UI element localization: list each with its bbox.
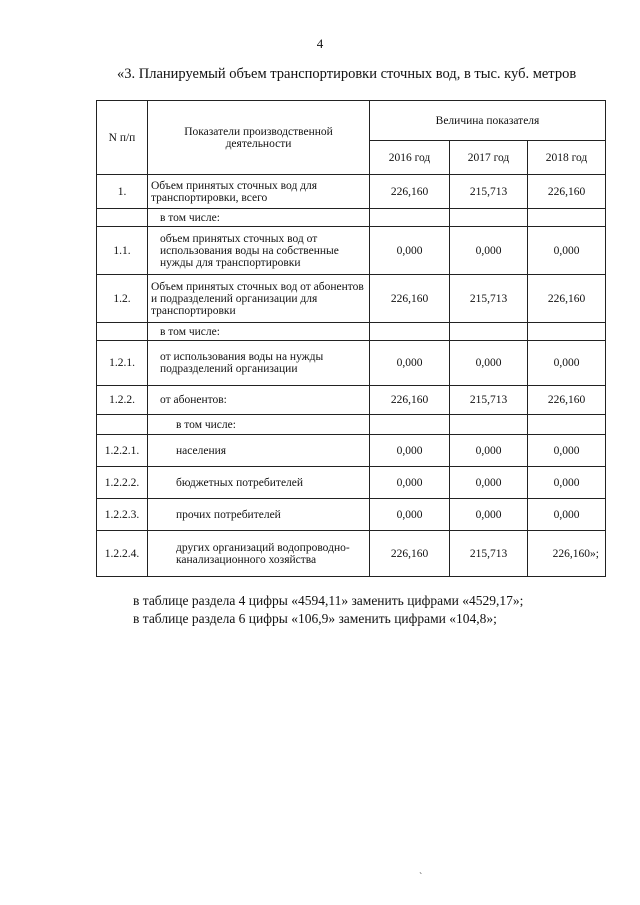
row-label: Объем принятых сточных вод от абонентов и подразделений организации для транспортировки (148, 275, 370, 323)
note-line: в таблице раздела 6 цифры «106,9» заменить цифрами «104,8»; (133, 611, 497, 626)
footer-mark: ` (419, 872, 423, 883)
header-indicator-text: Показатели производственной деятельности (184, 125, 333, 150)
row-label: Объем принятых сточных вод для транспортировки, всего (148, 175, 370, 209)
row-value-2016 (370, 323, 450, 341)
table-row (97, 227, 606, 275)
table-row (97, 435, 606, 467)
header-year-2017: 2017 год (450, 141, 528, 175)
row-number (97, 323, 148, 341)
row-value-2017: 215,713 (450, 275, 528, 323)
row-label: населения (148, 435, 370, 467)
table-row (97, 341, 606, 386)
header-indicator (148, 101, 370, 175)
row-number: 1.2.2.2. (97, 467, 148, 499)
table-row (97, 275, 606, 323)
table-row (97, 499, 606, 531)
row-label: бюджетных потребителей (148, 467, 370, 499)
data-table (96, 100, 606, 577)
section-title: «3. Планируемый объем транспортировки сточных вод, в тыс. куб. метров (117, 66, 577, 82)
row-number: 1.2.2.3. (97, 499, 148, 531)
row-number: 1.2.2.1. (97, 435, 148, 467)
row-value-2017 (450, 415, 528, 435)
row-value-2017 (450, 323, 528, 341)
row-value-2016: 0,000 (370, 467, 450, 499)
row-number: 1.2.2. (97, 386, 148, 415)
row-value-2017: 215,713 (450, 175, 528, 209)
row-number: 1. (97, 175, 148, 209)
row-value-2017 (450, 209, 528, 227)
table-row (97, 209, 606, 227)
row-value-2017: 0,000 (450, 435, 528, 467)
row-value-2016: 0,000 (370, 227, 450, 275)
row-value-2016: 226,160 (370, 386, 450, 415)
row-value-2018: 226,160 (528, 275, 606, 323)
row-value-2016 (370, 209, 450, 227)
row-value-2016 (370, 415, 450, 435)
row-number (97, 209, 148, 227)
row-number: 1.2.1. (97, 341, 148, 386)
table-row (97, 175, 606, 209)
row-number (97, 415, 148, 435)
table-row (97, 323, 606, 341)
row-value-2016: 226,160 (370, 175, 450, 209)
row-value-2017: 0,000 (450, 227, 528, 275)
row-value-2018 (528, 415, 606, 435)
row-value-2017: 0,000 (450, 341, 528, 386)
row-label: в том числе: (148, 323, 370, 341)
row-label: от абонентов: (148, 386, 370, 415)
row-value-2017: 0,000 (450, 467, 528, 499)
row-value-2016: 0,000 (370, 499, 450, 531)
row-label: других организаций водопроводно-канализационного хозяйства (148, 531, 370, 577)
notes (133, 592, 523, 628)
row-number: 1.1. (97, 227, 148, 275)
table-row (97, 386, 606, 415)
row-value-2018 (528, 323, 606, 341)
row-value-2016: 0,000 (370, 435, 450, 467)
row-number: 1.2.2.4. (97, 531, 148, 577)
header-year-2018: 2018 год (528, 141, 606, 175)
row-value-2018: 226,160»; (528, 531, 606, 577)
table-row (97, 467, 606, 499)
row-label: прочих потребителей (148, 499, 370, 531)
header-year-2016: 2016 год (370, 141, 450, 175)
row-label: в том числе: (148, 415, 370, 435)
header-value-group: Величина показателя (370, 101, 606, 141)
page-number: 4 (316, 36, 324, 51)
row-value-2016: 226,160 (370, 275, 450, 323)
row-label: в том числе: (148, 209, 370, 227)
row-value-2017: 0,000 (450, 499, 528, 531)
row-value-2018: 226,160 (528, 386, 606, 415)
row-label: от использования воды на нужды подразделений организации (148, 341, 370, 386)
row-value-2016: 0,000 (370, 341, 450, 386)
row-value-2018 (528, 209, 606, 227)
row-value-2017: 215,713 (450, 386, 528, 415)
row-value-2018: 0,000 (528, 227, 606, 275)
row-label: объем принятых сточных вод от использования воды на собственные нужды для транспортировки (148, 227, 370, 275)
row-value-2017: 215,713 (450, 531, 528, 577)
row-value-2016: 226,160 (370, 531, 450, 577)
note-line: в таблице раздела 4 цифры «4594,11» заменить цифрами «4529,17»; (133, 593, 524, 608)
table-row (97, 531, 606, 577)
table-row (97, 415, 606, 435)
row-value-2018: 0,000 (528, 435, 606, 467)
row-number: 1.2. (97, 275, 148, 323)
row-value-2018: 0,000 (528, 499, 606, 531)
header-number: N п/п (97, 101, 148, 175)
row-value-2018: 0,000 (528, 467, 606, 499)
row-value-2018: 0,000 (528, 341, 606, 386)
row-value-2018: 226,160 (528, 175, 606, 209)
